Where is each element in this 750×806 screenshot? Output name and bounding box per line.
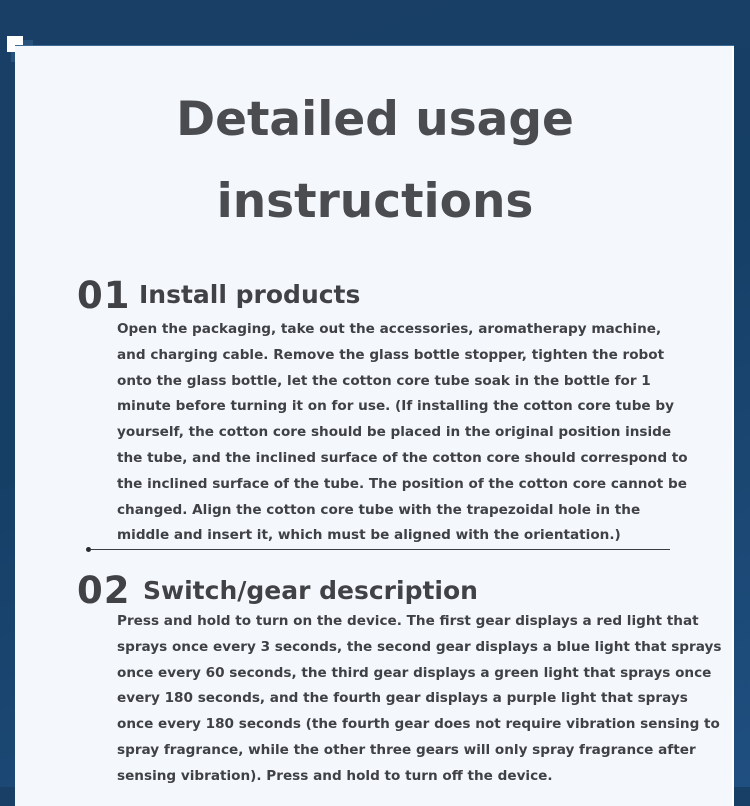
section-1-number: 01 xyxy=(77,274,131,317)
section-1-body: Open the packaging, take out the accessories, aromatherapy machine, and charging cable. Remove the glass bottle stopper, tighten the robot onto the glass bottle, let the cotton core tube soak in the bottle for 1 minute before turning it on for use. (If installing the cotton core tube by yourself, the cotton core should be placed in the original position inside the tube, and the inclined surface of the cotton core should correspond to the inclined surface of the tube. The position of the cotton core cannot be changed. Align the cotton core tube with the trapezoidal hole in the middle and insert it, which must be aligned with the orientation.) xyxy=(117,321,688,544)
page-title-line-2: instructions xyxy=(216,174,534,229)
section-2-heading: Switch/gear description xyxy=(143,576,478,605)
section-1-heading: Install products xyxy=(139,280,361,309)
page-title-line-1: Detailed usage xyxy=(176,92,574,147)
section-2-body: Press and hold to turn on the device. The first gear displays a red light that sprays once every 3 seconds, the second gear displays a blue light that sprays once every 60 seconds, the third gear displays a green light that sprays once every 180 seconds, and the fourth gear displays a purple light that sprays once every 180 seconds (the fourth gear does not require vibration sensing to spray fragrance, while the other three gears will only spray fragrance after sensing vibration). Press and hold to turn off the device. xyxy=(117,613,722,784)
section-2-number: 02 xyxy=(77,569,131,612)
section-divider xyxy=(90,549,670,550)
